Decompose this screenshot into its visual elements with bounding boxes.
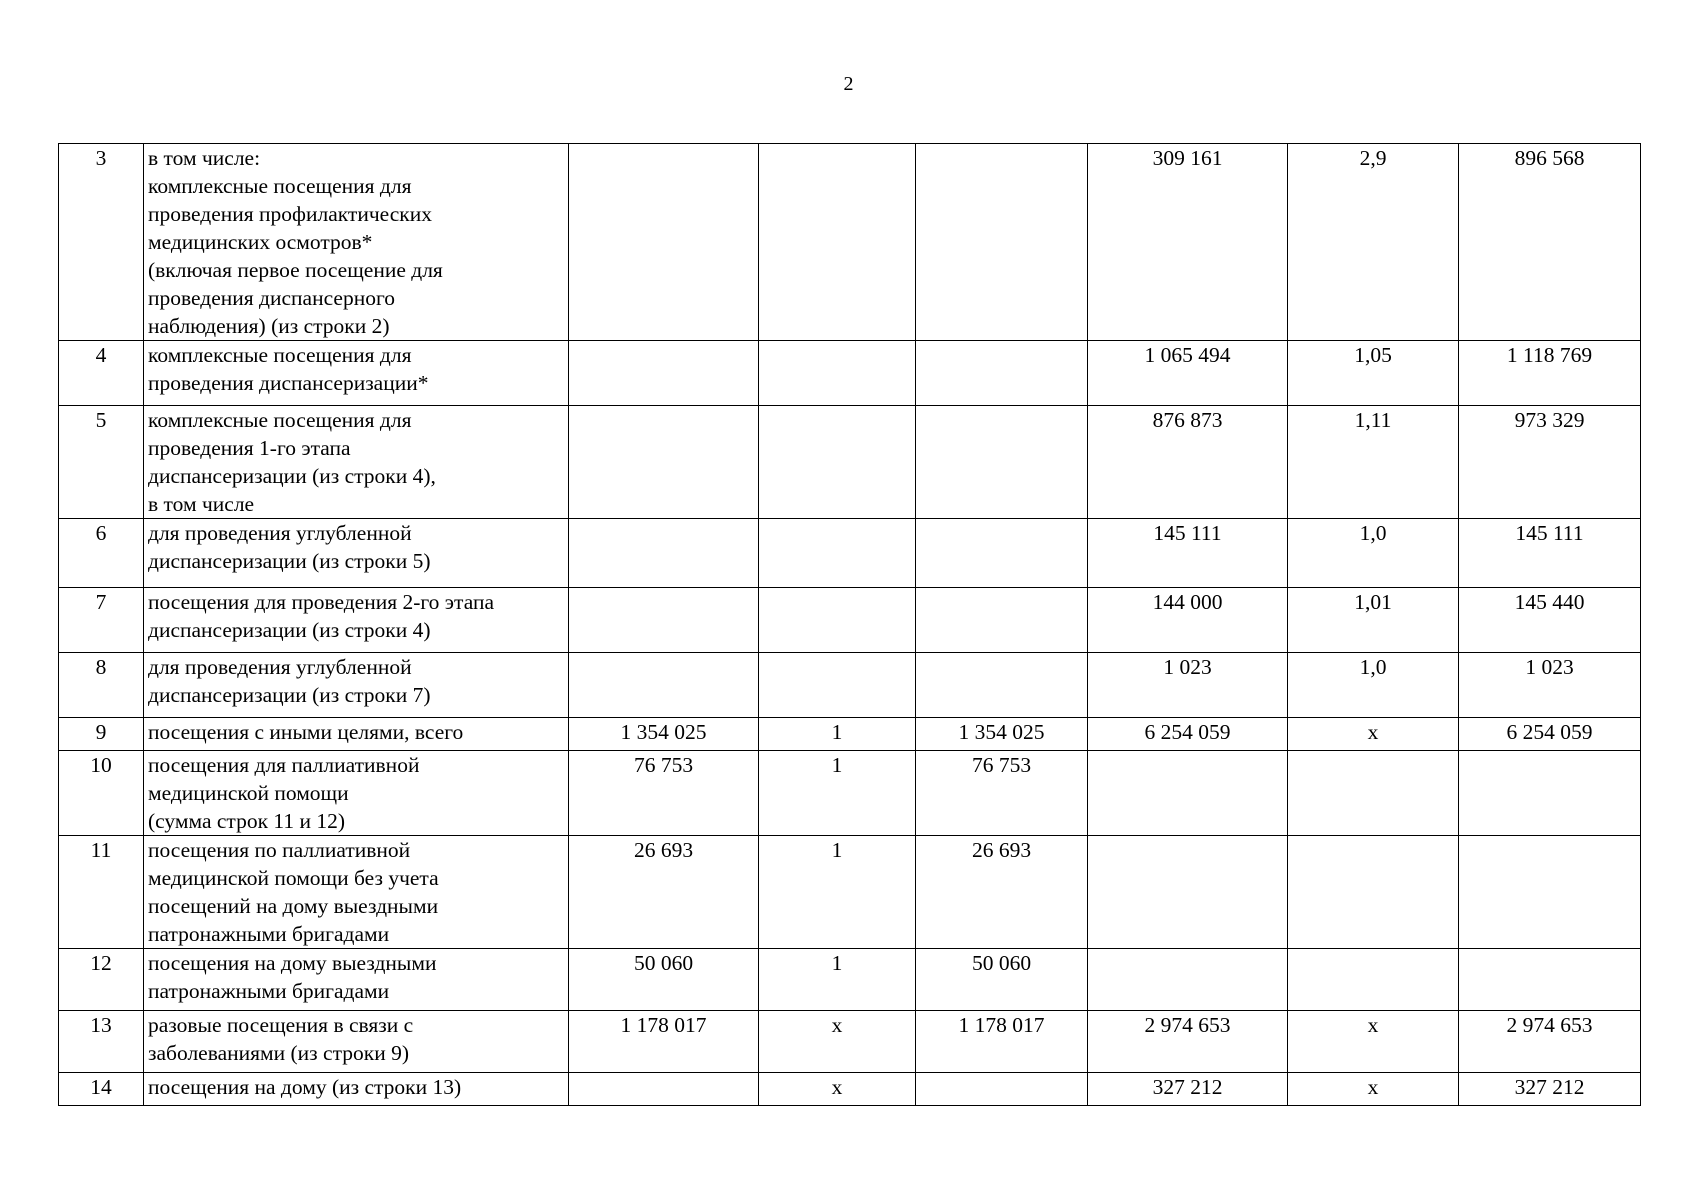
description-line: диспансеризации (из строки 5) (148, 549, 431, 573)
value-cell-c8: 973 329 (1459, 406, 1641, 519)
value-cell-c4: х (759, 1011, 916, 1073)
description-line: (сумма строк 11 и 12) (148, 809, 346, 833)
value-cell-c5: 26 693 (916, 836, 1088, 949)
description-line: наблюдения) (из строки 2) (148, 314, 390, 338)
row-description-cell (144, 751, 569, 836)
value-cell-c5 (916, 653, 1088, 718)
value-cell-c6 (1088, 949, 1288, 1011)
description-line: в том числе (148, 492, 255, 516)
data-table (58, 143, 1641, 1106)
description-line: в том числе: (148, 146, 261, 170)
value-cell-c7: 1,05 (1288, 341, 1459, 406)
description-line: проведения 1-го этапа (148, 436, 351, 460)
table-row (59, 519, 1641, 588)
value-cell-c3 (569, 406, 759, 519)
value-cell-c5 (916, 341, 1088, 406)
value-cell-c3 (569, 1073, 759, 1106)
value-cell-c6: 309 161 (1088, 144, 1288, 341)
description-line: (включая первое посещение для (148, 258, 443, 282)
table-row (59, 341, 1641, 406)
description-line: комплексные посещения для (148, 408, 412, 432)
value-cell-c6: 327 212 (1088, 1073, 1288, 1106)
value-cell-c6: 1 023 (1088, 653, 1288, 718)
description-line: медицинских осмотров* (148, 230, 373, 254)
description-line: посещения для паллиативной (148, 753, 420, 777)
description-line: комплексные посещения для (148, 174, 412, 198)
value-cell-c6: 144 000 (1088, 588, 1288, 653)
description-line: посещения по паллиативной (148, 838, 411, 862)
description-line: для проведения углубленной (148, 655, 412, 679)
value-cell-c7: х (1288, 718, 1459, 751)
value-cell-c5 (916, 1073, 1088, 1106)
row-number-cell: 12 (59, 949, 144, 1011)
value-cell-c3 (569, 144, 759, 341)
value-cell-c6: 1 065 494 (1088, 341, 1288, 406)
value-cell-c5 (916, 519, 1088, 588)
value-cell-c4 (759, 588, 916, 653)
row-description-cell (144, 588, 569, 653)
table-row (59, 406, 1641, 519)
value-cell-c5: 1 354 025 (916, 718, 1088, 751)
description-line: посещения на дому (из строки 13) (148, 1075, 462, 1099)
value-cell-c8: 327 212 (1459, 1073, 1641, 1106)
row-number-cell: 5 (59, 406, 144, 519)
table-row (59, 949, 1641, 1011)
value-cell-c4 (759, 144, 916, 341)
table-row (59, 718, 1641, 751)
description-line: медицинской помощи без учета (148, 866, 439, 890)
description-line: комплексные посещения для (148, 343, 412, 367)
value-cell-c3 (569, 519, 759, 588)
description-line: диспансеризации (из строки 4) (148, 618, 431, 642)
row-number-cell: 4 (59, 341, 144, 406)
value-cell-c7: 1,01 (1288, 588, 1459, 653)
value-cell-c5: 50 060 (916, 949, 1088, 1011)
row-description-cell (144, 519, 569, 588)
row-description-cell (144, 836, 569, 949)
value-cell-c8: 145 440 (1459, 588, 1641, 653)
value-cell-c6: 876 873 (1088, 406, 1288, 519)
table-row (59, 588, 1641, 653)
value-cell-c3: 26 693 (569, 836, 759, 949)
value-cell-c5: 1 178 017 (916, 1011, 1088, 1073)
row-number-cell: 7 (59, 588, 144, 653)
value-cell-c4: 1 (759, 949, 916, 1011)
row-description-cell (144, 718, 569, 751)
value-cell-c7: 1,0 (1288, 519, 1459, 588)
row-number-cell: 11 (59, 836, 144, 949)
row-number-cell: 8 (59, 653, 144, 718)
description-line: диспансеризации (из строки 7) (148, 683, 431, 707)
value-cell-c4: 1 (759, 751, 916, 836)
description-line: диспансеризации (из строки 4), (148, 464, 436, 488)
description-line: проведения диспансеризации* (148, 371, 429, 395)
value-cell-c7: 1,0 (1288, 653, 1459, 718)
value-cell-c4 (759, 653, 916, 718)
row-description-cell (144, 406, 569, 519)
value-cell-c4 (759, 341, 916, 406)
value-cell-c3 (569, 653, 759, 718)
row-number-cell: 13 (59, 1011, 144, 1073)
value-cell-c8: 896 568 (1459, 144, 1641, 341)
value-cell-c6: 2 974 653 (1088, 1011, 1288, 1073)
value-cell-c4: 1 (759, 718, 916, 751)
table-row (59, 144, 1641, 341)
value-cell-c7: х (1288, 1011, 1459, 1073)
value-cell-c5 (916, 144, 1088, 341)
value-cell-c8 (1459, 949, 1641, 1011)
description-line: проведения диспансерного (148, 286, 395, 310)
value-cell-c8 (1459, 751, 1641, 836)
value-cell-c8: 2 974 653 (1459, 1011, 1641, 1073)
value-cell-c6 (1088, 836, 1288, 949)
row-number-cell: 3 (59, 144, 144, 341)
value-cell-c8: 1 118 769 (1459, 341, 1641, 406)
value-cell-c7 (1288, 751, 1459, 836)
description-line: разовые посещения в связи с (148, 1013, 414, 1037)
value-cell-c3: 1 178 017 (569, 1011, 759, 1073)
value-cell-c7: 2,9 (1288, 144, 1459, 341)
value-cell-c6: 145 111 (1088, 519, 1288, 588)
value-cell-c5 (916, 588, 1088, 653)
table-row (59, 751, 1641, 836)
row-description-cell (144, 949, 569, 1011)
description-line: посещений на дому выездными (148, 894, 439, 918)
value-cell-c3 (569, 341, 759, 406)
description-line: патронажными бригадами (148, 979, 390, 1003)
description-line: заболеваниями (из строки 9) (148, 1041, 409, 1065)
value-cell-c6: 6 254 059 (1088, 718, 1288, 751)
description-line: патронажными бригадами (148, 922, 390, 946)
value-cell-c8: 6 254 059 (1459, 718, 1641, 751)
value-cell-c3: 50 060 (569, 949, 759, 1011)
row-description-cell (144, 144, 569, 341)
row-description-cell (144, 653, 569, 718)
value-cell-c8: 1 023 (1459, 653, 1641, 718)
value-cell-c4 (759, 406, 916, 519)
value-cell-c4: х (759, 1073, 916, 1106)
row-description-cell (144, 1073, 569, 1106)
value-cell-c7: 1,11 (1288, 406, 1459, 519)
value-cell-c3: 1 354 025 (569, 718, 759, 751)
description-line: посещения на дому выездными (148, 951, 437, 975)
value-cell-c6 (1088, 751, 1288, 836)
table-row (59, 653, 1641, 718)
value-cell-c4: 1 (759, 836, 916, 949)
value-cell-c3 (569, 588, 759, 653)
table-body (59, 144, 1641, 1106)
description-line: для проведения углубленной (148, 521, 412, 545)
value-cell-c7 (1288, 836, 1459, 949)
description-line: проведения профилактических (148, 202, 432, 226)
page-number: 2 (843, 73, 854, 95)
description-line: посещения для проведения 2-го этапа (148, 590, 495, 614)
value-cell-c3: 76 753 (569, 751, 759, 836)
row-number-cell: 10 (59, 751, 144, 836)
value-cell-c8: 145 111 (1459, 519, 1641, 588)
value-cell-c7: х (1288, 1073, 1459, 1106)
value-cell-c4 (759, 519, 916, 588)
row-number-cell: 14 (59, 1073, 144, 1106)
table-row (59, 836, 1641, 949)
table-row (59, 1073, 1641, 1106)
table-row (59, 1011, 1641, 1073)
value-cell-c8 (1459, 836, 1641, 949)
row-description-cell (144, 1011, 569, 1073)
row-description-cell (144, 341, 569, 406)
value-cell-c5: 76 753 (916, 751, 1088, 836)
row-number-cell: 9 (59, 718, 144, 751)
row-number-cell: 6 (59, 519, 144, 588)
value-cell-c7 (1288, 949, 1459, 1011)
description-line: посещения с иными целями, всего (148, 720, 464, 744)
value-cell-c5 (916, 406, 1088, 519)
description-line: медицинской помощи (148, 781, 349, 805)
